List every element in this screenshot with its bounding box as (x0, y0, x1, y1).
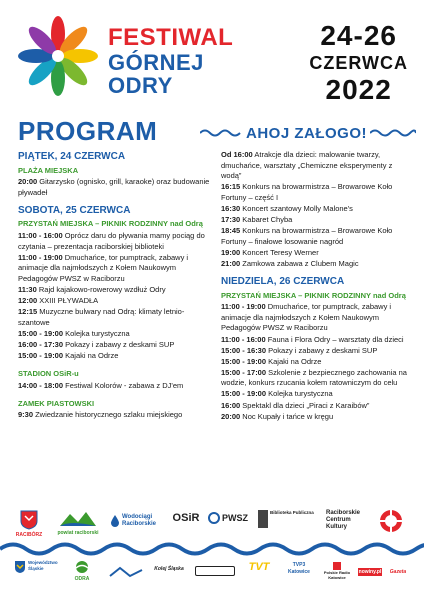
event-item: 11:00 - 19:00 Dmuchańce, tor pumptrack, zabawy i animacje dla najmłodszych z Kołem Naukowym Pedagogów PWSZ w Raciborzu (18, 252, 189, 283)
day-heading-saturday: SOBOTA, 25 CZERWCA (18, 204, 131, 216)
logo-tvt: TVT (248, 561, 270, 573)
raciborz-crest-icon (20, 510, 38, 530)
library-building-icon (258, 510, 268, 528)
wave-right-icon (370, 128, 416, 138)
event-item: 19:00 Koncert Teresy Werner (221, 247, 319, 257)
event-item: 15:00 - 19:00 Kolejka turystyczna (18, 328, 130, 338)
day-heading-friday: PIĄTEK, 24 CZERWCA (18, 151, 126, 162)
powiat-logo-icon (58, 510, 98, 528)
logo-browar (192, 566, 238, 576)
venue-stadion: STADION OSiR-u (18, 369, 79, 379)
event-item: 21:00 Zamkowa zabawa z Clubem Magic (221, 258, 359, 268)
odra-logo-icon (72, 560, 92, 574)
dates-days: 24-26 (320, 20, 397, 51)
event-item: 16:00 - 17:30 Pokazy i zabawy z deskami SUP (18, 340, 175, 349)
program-left-column (18, 150, 210, 422)
logo-slaskie: Województwo Śląskie (14, 560, 58, 574)
bank-logo-icon (108, 566, 144, 578)
festival-flower-logo (14, 12, 102, 100)
event-item: 15:00 - 17:00 Szkolenie z bezpiecznego zachowania na wodzie, konkurs rzucania kołem ratowniczym do celu (221, 367, 407, 388)
event-item: 15:00 - 16:30 Pokazy i zabawy z deskami SUP (221, 345, 378, 355)
wave-left-icon (200, 128, 242, 138)
festival-title-line2: GÓRNEJ (108, 50, 204, 75)
festival-title-line1: FESTIWAL (108, 24, 234, 51)
logo-raciborz: RACIBÓRZ (14, 510, 44, 538)
event-item: 16:00 Spektakl dla dzieci „Piraci z Karaibów” (221, 400, 370, 410)
logo-osir: OSiR (172, 512, 200, 524)
logo-bank (106, 566, 146, 580)
browar-label-icon (195, 566, 235, 576)
event-item: 15:00 - 19:00 Kolejka turystyczna (221, 389, 333, 399)
logo-pwsz: PWSZ (208, 512, 250, 524)
festival-dates (309, 22, 408, 104)
event-item: 16:15 Konkurs na browarmistrza – Browarowe Koło Fortuny – część I (221, 182, 393, 202)
event-item: 9:30 Zwiedzanie historycznego szlaku miejskiego (18, 410, 183, 420)
event-item: 20:00 Gitarzysko (ognisko, grill, karaoke) oraz budowanie pływadeł (18, 177, 210, 197)
program-title: PROGRAM (18, 116, 158, 146)
logo-biblioteka: Biblioteka Publiczna (258, 510, 320, 528)
event-item: 15:00 - 19:00 Kajaki na Odrze (18, 351, 119, 361)
event-item: 16:30 Koncert szantowy Molly Malone's (221, 203, 353, 213)
event-item: 11:00 - 16:00 Fauna i Flora Odry – warsztaty dla dzieci (221, 334, 404, 344)
logo-tvp3: TVP3 Katowice (288, 562, 310, 575)
sponsor-logos-top (14, 508, 410, 540)
day-heading-sunday: NIEDZIELA, 26 CZERWCA (221, 276, 345, 288)
logo-gazeta: Gazeta (389, 569, 407, 575)
slogan: AHOJ ZAŁOGO! (246, 125, 367, 142)
dates-month: CZERWCA (309, 53, 408, 73)
venue-zamek: ZAMEK PIASTOWSKI (18, 398, 95, 408)
event-item: Od 16:00 Atrakcje dla dzieci: malowanie twarzy, dmuchańce, warsztaty „Chemiczne eksperymenty z wodą” (221, 150, 393, 181)
logo-nowiny: nowiny.pl (358, 569, 382, 575)
slaskie-crest-icon (14, 560, 26, 574)
event-item: 12:00 XXIII PŁYWADŁA (18, 296, 99, 306)
water-drop-icon (110, 514, 120, 528)
event-item: 11:30 Rajd kajakowo-rowerowy wzdłuż Odry (18, 285, 166, 295)
venue-plaza: PLAŻA MIEJSKA (18, 165, 79, 175)
festival-title-line3: ODRY (108, 73, 173, 98)
logo-rck: Raciborskie Centrum Kultury (326, 510, 361, 530)
event-item: 15:00 - 19:00 Kajaki na Odrze (221, 356, 322, 366)
dates-year: 2022 (325, 74, 392, 105)
logo-koleje: Kolej Śląska (154, 566, 184, 572)
logo-wopr (376, 508, 406, 536)
radio-square-icon (333, 562, 341, 570)
sponsor-logos-bottom (14, 560, 410, 590)
logo-radio: Polskie Radio Katowice (320, 562, 354, 580)
pwsz-circle-icon (208, 512, 220, 524)
venue-przystan: PRZYSTAŃ MIEJSKA – PIKNIK RODZINNY nad Odrą (18, 219, 203, 229)
event-item: 11:00 - 16:00 Oprócz daru do pływania mamy pociąg do czytania – prezentacja raciborskiej biblioteki (18, 231, 205, 251)
event-item: 14:00 - 18:00 Festiwal Kolorów - zabawa z DJ'em (18, 380, 184, 390)
header (0, 0, 424, 118)
logo-wodociagi: Wodociągi Raciborskie (110, 514, 162, 528)
event-item: 18:45 Konkurs na browarmistrza – Browarowe Koło Fortuny – finałowe losowanie nagród (221, 226, 393, 246)
program-heading-row (0, 116, 424, 148)
festival-title (108, 26, 233, 97)
event-item: 20:00 Noc Kupały i tańce w kręgu (221, 411, 334, 421)
venue-przystan-sunday: PRZYSTAŃ MIEJSKA – PIKNIK RODZINNY nad Odrą (221, 290, 406, 300)
logo-odra: ODRA (62, 560, 102, 582)
event-item: 12:15 Muzyczne bulwary nad Odrą: klimaty letnio-szantowe (18, 307, 185, 327)
decorative-wave (0, 540, 424, 558)
event-item: 17:30 Kabaret Chyba (221, 215, 293, 225)
event-item: 11:00 - 19:00 Dmuchańce, tor pumptrack, zabawy i animacje dla najmłodszych z Kołem Naukowym Pedagogów PWSZ w Raciborzu (221, 302, 392, 333)
program-right-column (221, 150, 413, 423)
lifebuoy-icon (378, 508, 404, 534)
logo-powiat: powiat raciborski (56, 510, 100, 536)
